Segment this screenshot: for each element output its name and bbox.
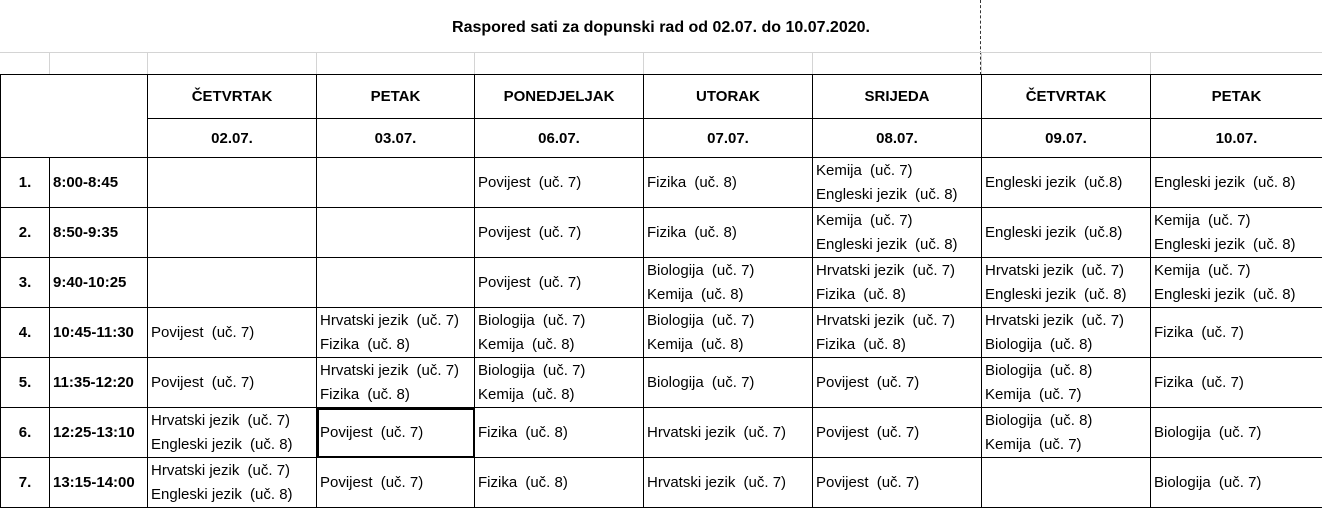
classroom-label: (uč. 7): [211, 373, 255, 391]
classroom-label: (uč. 7): [1201, 373, 1244, 391]
schedule-cell[interactable]: [475, 458, 644, 508]
schedule-cell[interactable]: [644, 358, 813, 408]
classroom-label: (uč. 8): [1049, 411, 1093, 429]
lesson-entry: [478, 309, 643, 333]
subject-name: Fizika: [816, 335, 856, 353]
classroom-label: (uč. 8): [694, 173, 737, 191]
subject-name: Biologija: [647, 373, 704, 391]
schedule-cell[interactable]: [982, 408, 1151, 458]
classroom-label: (uč. 7): [711, 373, 755, 391]
subject-name: Biologija: [478, 361, 535, 379]
lesson-entry: [816, 471, 981, 495]
subject-name: Kemija: [1154, 211, 1200, 229]
classroom-label: (uč. 7): [247, 411, 291, 429]
schedule-cell[interactable]: [475, 258, 644, 308]
date-header[interactable]: 06.07.: [475, 119, 644, 158]
classroom-label: (uč. 8): [367, 335, 410, 353]
lesson-entry: [478, 471, 643, 495]
period-time[interactable]: 9:40-10:25: [50, 258, 148, 308]
period-number[interactable]: 6.: [1, 408, 50, 458]
schedule-cell[interactable]: [1151, 408, 1322, 458]
lesson-entry: [985, 171, 1150, 195]
classroom-label: (uč.8): [1084, 173, 1123, 191]
table-row: [1, 458, 1322, 508]
schedule-cell[interactable]: [982, 458, 1151, 508]
table-row: [1, 308, 1322, 358]
lesson-entry: [985, 383, 1150, 407]
sheet-gridline: [812, 52, 813, 74]
schedule-cell[interactable]: [644, 458, 813, 508]
subject-name: Povijest: [478, 223, 531, 241]
lesson-entry: [985, 333, 1150, 357]
schedule-table: [0, 74, 1322, 508]
subject-name: Fizika: [647, 223, 687, 241]
period-time[interactable]: 8:50-9:35: [50, 208, 148, 258]
date-header[interactable]: 03.07.: [317, 119, 475, 158]
table-row: [1, 258, 1322, 308]
lesson-entry: [816, 371, 981, 395]
schedule-cell[interactable]: [982, 208, 1151, 258]
lesson-entry: [1154, 209, 1322, 233]
classroom-label: (uč. 8): [525, 423, 568, 441]
sheet-gridline: [147, 52, 148, 74]
schedule-cell[interactable]: [148, 308, 317, 358]
subject-name: Hrvatski jezik: [816, 311, 905, 329]
subject-name: Povijest: [478, 173, 531, 191]
schedule-cell[interactable]: [148, 358, 317, 408]
subject-name: Engleski jezik: [1154, 235, 1245, 253]
schedule-cell[interactable]: [148, 258, 317, 308]
date-header[interactable]: 09.07.: [982, 119, 1151, 158]
subject-name: Povijest: [816, 423, 869, 441]
subject-name: Hrvatski jezik: [647, 423, 736, 441]
schedule-cell[interactable]: [813, 408, 982, 458]
schedule-cell[interactable]: [317, 458, 475, 508]
subject-name: Hrvatski jezik: [151, 411, 240, 429]
period-time[interactable]: 12:25-13:10: [50, 408, 148, 458]
classroom-label: (uč. 8): [532, 335, 575, 353]
lesson-entry: [647, 371, 812, 395]
subject-name: Hrvatski jezik: [985, 261, 1074, 279]
lesson-entry: [985, 283, 1150, 307]
subject-name: Kemija: [647, 285, 693, 303]
day-header[interactable]: PETAK: [317, 75, 475, 119]
schedule-cell[interactable]: [1151, 258, 1322, 308]
schedule-cell[interactable]: [475, 308, 644, 358]
schedule-cell[interactable]: [813, 308, 982, 358]
day-header[interactable]: SRIJEDA: [813, 75, 982, 119]
subject-name: Biologija: [985, 335, 1042, 353]
subject-name: Engleski jezik: [151, 485, 242, 503]
classroom-label: (uč. 7): [876, 373, 920, 391]
subject-name: Engleski jezik: [816, 235, 907, 253]
subject-name: Povijest: [816, 473, 869, 491]
lesson-entry: [647, 171, 812, 195]
lesson-entry: [320, 333, 474, 357]
classroom-label: (uč. 7): [538, 173, 582, 191]
classroom-label: (uč. 8): [915, 185, 958, 203]
schedule-cell[interactable]: [317, 358, 475, 408]
lesson-entry: [478, 333, 643, 357]
subject-name: Biologija: [647, 311, 704, 329]
classroom-label: (uč. 7): [870, 161, 913, 179]
subject-name: Kemija: [647, 335, 693, 353]
lesson-entry: [1154, 471, 1322, 495]
schedule-cell[interactable]: [317, 408, 475, 458]
lesson-entry: [647, 421, 812, 445]
classroom-label: (uč. 7): [743, 423, 787, 441]
lesson-entry: [1154, 259, 1322, 283]
lesson-entry: [320, 471, 474, 495]
classroom-label: (uč. 8): [1253, 235, 1296, 253]
sheet-gridline: [49, 52, 50, 74]
subject-name: Fizika: [1154, 323, 1194, 341]
sheet-gridline: [0, 52, 1322, 53]
lesson-entry: [816, 309, 981, 333]
classroom-label: (uč. 7): [538, 273, 582, 291]
lesson-entry: [985, 409, 1150, 433]
lesson-entry: [478, 221, 643, 245]
subject-name: Biologija: [478, 311, 535, 329]
schedule-cell[interactable]: [475, 208, 644, 258]
lesson-entry: [647, 471, 812, 495]
sheet-gridline: [981, 52, 982, 74]
period-number[interactable]: 5.: [1, 358, 50, 408]
classroom-label: (uč. 8): [1253, 173, 1296, 191]
subject-name: Kemija: [816, 161, 862, 179]
classroom-label: (uč. 7): [876, 473, 920, 491]
period-time[interactable]: 11:35-12:20: [50, 358, 148, 408]
lesson-entry: [478, 359, 643, 383]
schedule-cell[interactable]: [644, 208, 813, 258]
subject-name: Kemija: [985, 385, 1031, 403]
period-number[interactable]: 2.: [1, 208, 50, 258]
schedule-cell[interactable]: [317, 308, 475, 358]
classroom-label: (uč. 7): [1081, 311, 1125, 329]
lesson-entry: [985, 221, 1150, 245]
lesson-entry: [320, 359, 474, 383]
lesson-entry: [647, 333, 812, 357]
classroom-label: (uč. 7): [1218, 423, 1262, 441]
period-number[interactable]: 4.: [1, 308, 50, 358]
classroom-label: (uč. 8): [525, 473, 568, 491]
classroom-label: (uč. 7): [912, 311, 956, 329]
date-header[interactable]: 02.07.: [148, 119, 317, 158]
subject-name: Hrvatski jezik: [151, 461, 240, 479]
classroom-label: (uč. 7): [711, 261, 755, 279]
table-row: [1, 408, 1322, 458]
classroom-label: (uč. 8): [863, 285, 906, 303]
subject-name: Biologija: [985, 361, 1042, 379]
classroom-label: (uč. 8): [694, 223, 737, 241]
subject-name: Hrvatski jezik: [816, 261, 905, 279]
day-header[interactable]: UTORAK: [644, 75, 813, 119]
schedule-cell[interactable]: [475, 158, 644, 208]
lesson-entry: [816, 333, 981, 357]
subject-name: Engleski jezik: [151, 435, 242, 453]
lesson-entry: [320, 309, 474, 333]
lesson-entry: [151, 459, 316, 483]
classroom-label: (uč. 7): [1081, 261, 1125, 279]
day-header[interactable]: ČETVRTAK: [148, 75, 317, 119]
classroom-label: (uč. 7): [416, 361, 460, 379]
lesson-entry: [816, 183, 981, 207]
table-row: [1, 208, 1322, 258]
classroom-label: (uč. 7): [743, 473, 787, 491]
subject-name: Hrvatski jezik: [320, 311, 409, 329]
schedule-cell[interactable]: [317, 208, 475, 258]
schedule-cell[interactable]: [148, 458, 317, 508]
subject-name: Kemija: [1154, 261, 1200, 279]
schedule-cell[interactable]: [813, 458, 982, 508]
lesson-entry: [985, 259, 1150, 283]
period-number[interactable]: 3.: [1, 258, 50, 308]
schedule-cell[interactable]: [148, 408, 317, 458]
classroom-label: (uč. 8): [250, 485, 293, 503]
classroom-label: (uč. 7): [247, 461, 291, 479]
sheet-gridline: [643, 52, 644, 74]
classroom-label: (uč. 8): [1084, 285, 1127, 303]
schedule-cell[interactable]: [1151, 358, 1322, 408]
lesson-entry: [320, 421, 474, 445]
subject-name: Fizika: [478, 473, 518, 491]
subject-name: Biologija: [1154, 423, 1211, 441]
subject-name: Biologija: [985, 411, 1042, 429]
lesson-entry: [151, 371, 316, 395]
lesson-entry: [647, 221, 812, 245]
table-row: [1, 158, 1322, 208]
schedule-cell[interactable]: [317, 258, 475, 308]
classroom-label: (uč. 7): [542, 311, 586, 329]
classroom-label: (uč. 8): [863, 335, 906, 353]
classroom-label: (uč. 7): [876, 423, 920, 441]
lesson-entry: [320, 383, 474, 407]
title-row: [0, 0, 1322, 51]
sheet-gridline: [316, 52, 317, 74]
lesson-entry: [985, 433, 1150, 457]
lesson-entry: [478, 383, 643, 407]
period-time[interactable]: 8:00-8:45: [50, 158, 148, 208]
lesson-entry: [478, 171, 643, 195]
date-header[interactable]: 08.07.: [813, 119, 982, 158]
subject-name: Hrvatski jezik: [985, 311, 1074, 329]
schedule-cell[interactable]: [148, 208, 317, 258]
schedule-cell[interactable]: [982, 158, 1151, 208]
subject-name: Povijest: [478, 273, 531, 291]
schedule-cell[interactable]: [475, 358, 644, 408]
schedule-cell[interactable]: [1151, 158, 1322, 208]
lesson-entry: [816, 159, 981, 183]
subject-name: Povijest: [816, 373, 869, 391]
lesson-entry: [647, 283, 812, 307]
classroom-label: (uč. 7): [211, 323, 255, 341]
subject-name: Kemija: [985, 435, 1031, 453]
schedule-cell[interactable]: [644, 308, 813, 358]
lesson-entry: [816, 209, 981, 233]
schedule-cell[interactable]: [148, 158, 317, 208]
classroom-label: (uč. 7): [711, 311, 755, 329]
lesson-entry: [647, 309, 812, 333]
schedule-cell[interactable]: [982, 258, 1151, 308]
schedule-cell[interactable]: [813, 208, 982, 258]
subject-name: Povijest: [151, 373, 204, 391]
subject-name: Fizika: [320, 385, 360, 403]
classroom-label: (uč. 7): [912, 261, 956, 279]
subject-name: Kemija: [478, 385, 524, 403]
page-title: Raspored sati za dopunski rad od 02.07. do 10.07.2020.: [452, 19, 870, 36]
lesson-entry: [816, 283, 981, 307]
schedule-cell[interactable]: [813, 158, 982, 208]
classroom-label: (uč. 7): [1039, 435, 1082, 453]
lesson-entry: [151, 409, 316, 433]
subject-name: Biologija: [647, 261, 704, 279]
period-time[interactable]: 13:15-14:00: [50, 458, 148, 508]
lesson-entry: [1154, 283, 1322, 307]
sheet-gridline: [474, 52, 475, 74]
subject-name: Povijest: [320, 473, 373, 491]
subject-name: Engleski jezik: [1154, 285, 1245, 303]
lesson-entry: [816, 233, 981, 257]
lesson-entry: [1154, 321, 1322, 345]
subject-name: Biologija: [1154, 473, 1211, 491]
lesson-entry: [1154, 171, 1322, 195]
classroom-label: (uč. 7): [1208, 211, 1251, 229]
subject-name: Engleski jezik: [816, 185, 907, 203]
subject-name: Fizika: [647, 173, 687, 191]
subject-name: Povijest: [151, 323, 204, 341]
subject-name: Kemija: [816, 211, 862, 229]
classroom-label: (uč. 8): [701, 335, 744, 353]
classroom-label: (uč.8): [1084, 223, 1123, 241]
classroom-label: (uč. 7): [542, 361, 586, 379]
schedule-cell[interactable]: [644, 158, 813, 208]
classroom-label: (uč. 8): [1049, 335, 1093, 353]
classroom-label: (uč. 8): [250, 435, 293, 453]
schedule-cell[interactable]: [475, 408, 644, 458]
schedule-cell[interactable]: [982, 308, 1151, 358]
period-number[interactable]: 7.: [1, 458, 50, 508]
lesson-entry: [816, 259, 981, 283]
classroom-label: (uč. 7): [416, 311, 460, 329]
sheet-gridline: [1150, 52, 1151, 74]
day-header[interactable]: PETAK: [1151, 75, 1322, 119]
classroom-label: (uč. 7): [538, 223, 582, 241]
subject-name: Engleski jezik: [985, 285, 1076, 303]
date-header[interactable]: 07.07.: [644, 119, 813, 158]
classroom-label: (uč. 8): [367, 385, 410, 403]
classroom-label: (uč. 8): [1253, 285, 1296, 303]
corner-cell[interactable]: [1, 75, 148, 158]
lesson-entry: [1154, 421, 1322, 445]
lesson-entry: [478, 271, 643, 295]
lesson-entry: [478, 421, 643, 445]
classroom-label: (uč. 8): [1049, 361, 1093, 379]
subject-name: Povijest: [320, 423, 373, 441]
lesson-entry: [647, 259, 812, 283]
subject-name: Fizika: [478, 423, 518, 441]
classroom-label: (uč. 7): [380, 473, 424, 491]
schedule-cell[interactable]: [317, 158, 475, 208]
subject-name: Fizika: [1154, 373, 1194, 391]
classroom-label: (uč. 7): [1218, 473, 1262, 491]
subject-name: Engleski jezik: [985, 223, 1076, 241]
subject-name: Fizika: [816, 285, 856, 303]
subject-name: Engleski jezik: [985, 173, 1076, 191]
schedule-cell[interactable]: [813, 358, 982, 408]
schedule-cell[interactable]: [644, 408, 813, 458]
schedule-cell[interactable]: [1151, 308, 1322, 358]
schedule-cell[interactable]: [982, 358, 1151, 408]
table-row: [1, 358, 1322, 408]
subject-name: Hrvatski jezik: [320, 361, 409, 379]
day-header[interactable]: ČETVRTAK: [982, 75, 1151, 119]
classroom-label: (uč. 7): [1208, 261, 1251, 279]
lesson-entry: [985, 359, 1150, 383]
schedule-cell[interactable]: [644, 258, 813, 308]
day-header[interactable]: PONEDJELJAK: [475, 75, 644, 119]
subject-name: Fizika: [320, 335, 360, 353]
lesson-entry: [1154, 371, 1322, 395]
period-time[interactable]: 10:45-11:30: [50, 308, 148, 358]
classroom-label: (uč. 8): [701, 285, 744, 303]
schedule-cell[interactable]: [813, 258, 982, 308]
period-number[interactable]: 1.: [1, 158, 50, 208]
lesson-entry: [1154, 233, 1322, 257]
subject-name: Hrvatski jezik: [647, 473, 736, 491]
lesson-entry: [151, 321, 316, 345]
classroom-label: (uč. 7): [1039, 385, 1082, 403]
classroom-label: (uč. 7): [380, 423, 424, 441]
classroom-label: (uč. 8): [915, 235, 958, 253]
lesson-entry: [985, 309, 1150, 333]
classroom-label: (uč. 7): [1201, 323, 1244, 341]
lesson-entry: [151, 433, 316, 457]
date-header[interactable]: 10.07.: [1151, 119, 1322, 158]
classroom-label: (uč. 8): [532, 385, 575, 403]
classroom-label: (uč. 7): [870, 211, 913, 229]
subject-name: Engleski jezik: [1154, 173, 1245, 191]
lesson-entry: [151, 483, 316, 507]
schedule-cell[interactable]: [1151, 208, 1322, 258]
schedule-cell[interactable]: [1151, 458, 1322, 508]
subject-name: Kemija: [478, 335, 524, 353]
lesson-entry: [816, 421, 981, 445]
